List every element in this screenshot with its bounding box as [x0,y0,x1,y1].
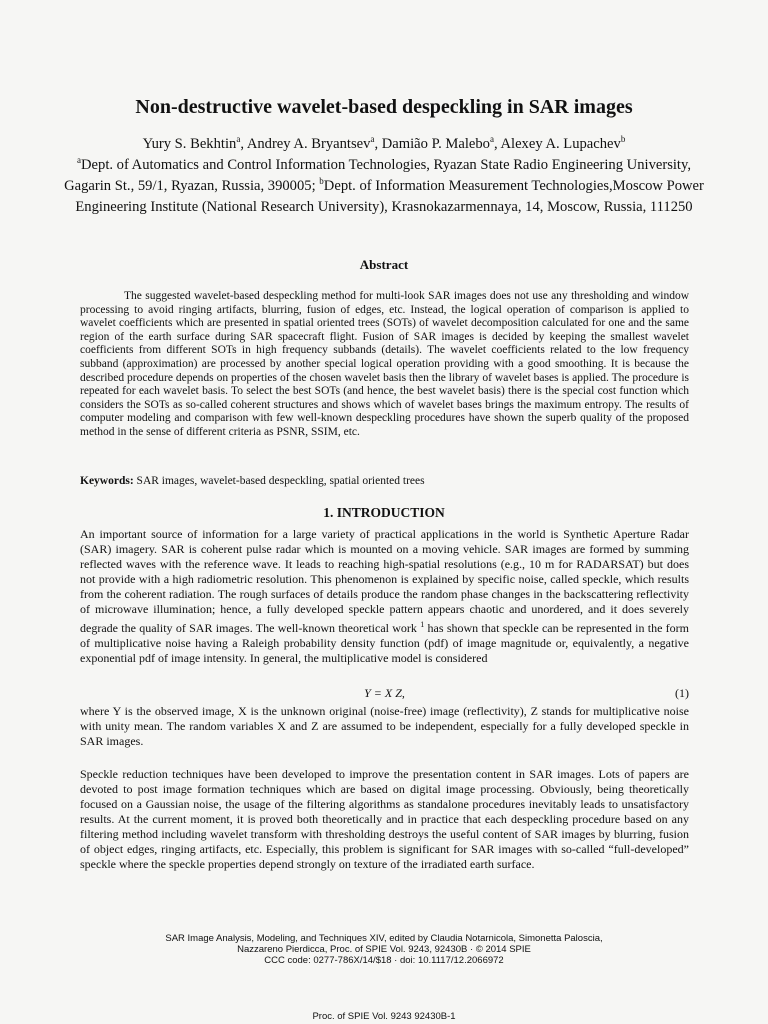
keywords [80,475,689,487]
author-name: Yury S. Bekhtin [142,136,237,152]
author-name: Andrey A. Bryantsev [246,136,371,152]
author-list: Yury S. Bekhtin$^a$, Andrey A. Bryantsev$^a$, Damião P. Malebo$^a$, Alexey A. Lupachev$^b$ [142,134,626,152]
author-name: Damião P. Malebo [381,136,490,152]
intro-paragraph-2: where Y is the observed image, X is the unknown original (noise-free) image (reflectivity), Z stands for multiplicative noise with unity mean. The random variables X and Z are assumed to be independent, especially for a fully developed speckle in SAR images. [80,704,689,748]
intro-paragraph-3: Speckle reduction techniques have been developed to improve the presentation content in SAR images. Lots of papers are devoted to post image formation techniques which are based on digital image processing. Obviously, being theoretically focused on a Gaussian noise, the usage of the filtering algorithms as standalone procedures inevitably leads to unsatisfactory results. At the current moment, it is proved both theoretically and in practice that each despeckling procedure based on any filtering method including wavelet transform with thresholding destroys the useful content of SAR images by blurring, fusion of object edges, ringing artifacts, etc. Especially, this problem is significant for SAR images with so-called “full-developed” speckle where the speckle properties depend strongly on texture of the irradiated earth surface. [80,767,689,871]
affiliation-b: Dept. of Information Measurement Technologies,Moscow Power Engineering Institute (National Research University), Krasnokazarmennaya, 14, Moscow, Russia, 111250 [75,178,704,215]
keywords-label: Keywords: [80,475,134,487]
publication-footer [0,933,768,966]
affiliation-a: Dept. of Automatics and Control Information Technologies, Ryazan State Radio Engineering University, Gagarin St., 59/1, Ryazan, Russia, 390005; [64,157,691,194]
footer-line: Nazzareno Pierdicca, Proc. of SPIE Vol. 9243, 92430B · © 2014 SPIE [237,944,531,955]
footer-line: SAR Image Analysis, Modeling, and Techniques XIV, edited by Claudia Notarnicola, Simonetta Paloscia, [165,933,603,944]
paper-title: Non-destructive wavelet-based despeckling in SAR images [135,96,633,118]
footer-line: CCC code: 0277-786X/14/$18 · doi: 10.1117/12.2066972 [264,955,504,966]
equation-1 [80,686,689,702]
citation-ref: 1 [420,620,425,629]
page-number: Proc. of SPIE Vol. 9243 92430B-1 [312,1011,456,1022]
section-heading-introduction: 1. INTRODUCTION [323,505,445,520]
keywords-text: SAR images, wavelet-based despeckling, spatial oriented trees [136,475,425,487]
equation-number: (1) [675,686,689,700]
abstract-text: The suggested wavelet-based despeckling method for multi-look SAR images does not use any thresholding and window processing to avoid ringing artifacts, blurring, fusion of edges, etc. Instead, the logical operation of comparison is applied to wavelet coefficients which are presented in spatial oriented trees (SOTs) of wavelet decomposition calculated for one and the same region of the earth surface during SAR spacecraft flight. Fusion of SAR images is decided by keeping the smallest wavelet coefficients from different SOTs in high frequency subbands (details). The wavelet coefficients related to the low frequency subband (approximation) are processed by another special logical operation providing with a good smoothing. It is because the described procedure depends on properties of the chosen wavelet basis then the library of wavelet bases is applied. The procedure is repeated for each wavelet basis. To select the best SOTs (and hence, the best wavelet basis) there is the special cost function which considers the SOTs as so-called coherent structures and shows which of wavelet bases brings the maximum entropy. The results of computer modeling and comparison with few well-known despeckling procedures have shown the superb quality of the proposed method in the sense of different criteria as PSNR, SSIM, etc. [80,290,689,438]
affiliations: $^a$Dept. of Automatics and Control Information Technologies, Ryazan State Radio Engineering University, Gagarin St., 59/1, Ryazan, Russia, 390005; $^b$Dept. of Information Measurement Technologies,Moscow Power Engineering Institute (National Research University), Krasnokazarmennaya, 14, Moscow, Russia, 111250 [64,155,704,215]
intro-paragraph-1: An important source of information for a large variety of practical applications in the world is Synthetic Aperture Radar (SAR) imagery. SAR is coherent pulse radar which is mounted on a moving vehicle. SAR images are formed by summing reflected waves with the reference wave. It leads to reaching high-spatial resolutions (e.g., 10 m for RADARSAT) but does not provide with a high radiometric resolution. This phenomenon is explained by specific noise, called speckle, which results from the coherent radiation. The rough surfaces of details produce the random phase changes in the backscattering reflectivity of microwave illumination; hence, a fully developed speckle pattern appears chaotic and unordered, and it does severely degrade the quality of SAR images. The well-known theoretical work $^1$ has shown that speckle can be represented in the form of multiplicative noise having a Raleigh probability density function (pdf) of image magnitude or, equivalently, a negative exponential pdf of image intensity. In general, the multiplicative model is considered [80,527,690,665]
authors-block [60,134,708,218]
equation-expression: Y = X Z, [364,686,405,700]
abstract-heading: Abstract [359,257,409,272]
author-name: Alexey A. Lupachev [500,136,621,152]
